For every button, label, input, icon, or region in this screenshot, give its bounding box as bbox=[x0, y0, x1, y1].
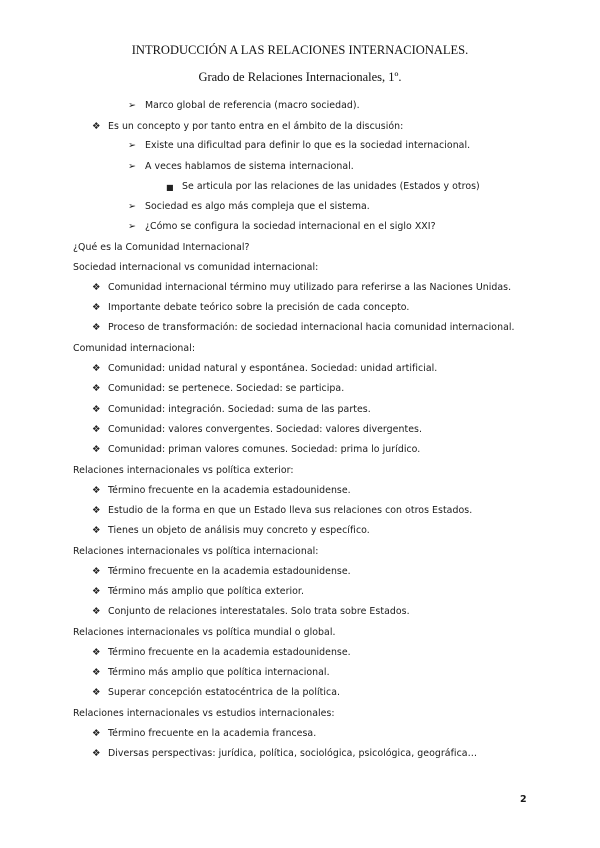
list-item: Comunidad: priman valores comunes. Sociedad: prima lo jurídico. bbox=[108, 444, 421, 455]
arrow-bullet-icon: ➢ bbox=[128, 221, 136, 232]
diamond-bullet-icon: ❖ bbox=[92, 404, 101, 415]
list-item: ¿Cómo se configura la sociedad internacional en el siglo XXI? bbox=[145, 221, 436, 232]
list-item: Marco global de referencia (macro sociedad). bbox=[145, 100, 360, 111]
list-item: Término frecuente en la academia francesa. bbox=[108, 728, 317, 739]
list-item: Comunidad: integración. Sociedad: suma de las partes. bbox=[108, 404, 371, 415]
list-item: Término más amplio que política internacional. bbox=[108, 667, 330, 678]
diamond-bullet-icon: ❖ bbox=[92, 444, 101, 455]
diamond-bullet-icon: ❖ bbox=[92, 282, 101, 293]
list-item: Comunidad: valores convergentes. Sociedad: valores divergentes. bbox=[108, 424, 422, 435]
diamond-bullet-icon: ❖ bbox=[92, 383, 101, 394]
list-item: Término frecuente en la academia estadounidense. bbox=[108, 566, 351, 577]
document-subtitle: Grado de Relaciones Internacionales, 1º. bbox=[198, 70, 402, 84]
list-item: Importante debate teórico sobre la precisión de cada concepto. bbox=[108, 302, 410, 313]
diamond-bullet-icon: ❖ bbox=[92, 525, 101, 536]
list-item: Diversas perspectivas: jurídica, política, sociológica, psicológica, geográfica… bbox=[108, 748, 478, 759]
section-heading: Relaciones internacionales vs política exterior: bbox=[73, 465, 294, 476]
list-item: Término frecuente en la academia estadounidense. bbox=[108, 647, 351, 658]
section-heading: Relaciones internacionales vs política internacional: bbox=[73, 546, 319, 557]
diamond-bullet-icon: ❖ bbox=[92, 687, 101, 698]
arrow-bullet-icon: ➢ bbox=[128, 140, 136, 151]
square-bullet-icon: ■ bbox=[166, 183, 174, 192]
list-item: Se articula por las relaciones de las unidades (Estados y otros) bbox=[182, 181, 480, 192]
list-item: Tienes un objeto de análisis muy concreto y específico. bbox=[108, 525, 370, 536]
diamond-bullet-icon: ❖ bbox=[92, 566, 101, 577]
list-item: A veces hablamos de sistema internacional. bbox=[145, 161, 354, 172]
list-item: Comunidad internacional término muy utilizado para referirse a las Naciones Unidas. bbox=[108, 282, 512, 293]
arrow-bullet-icon: ➢ bbox=[128, 161, 136, 172]
diamond-bullet-icon: ❖ bbox=[92, 647, 101, 658]
list-item: Es un concepto y por tanto entra en el ámbito de la discusión: bbox=[108, 121, 404, 132]
list-item: Sociedad es algo más compleja que el sistema. bbox=[145, 201, 370, 212]
section-heading: Relaciones internacionales vs política mundial o global. bbox=[73, 627, 336, 638]
list-item: Término más amplio que política exterior. bbox=[108, 586, 304, 597]
list-item: Conjunto de relaciones interestatales. Solo trata sobre Estados. bbox=[108, 606, 410, 617]
list-item: Estudio de la forma en que un Estado lleva sus relaciones con otros Estados. bbox=[108, 505, 473, 516]
diamond-bullet-icon: ❖ bbox=[92, 121, 101, 132]
diamond-bullet-icon: ❖ bbox=[92, 485, 101, 496]
diamond-bullet-icon: ❖ bbox=[92, 322, 101, 333]
diamond-bullet-icon: ❖ bbox=[92, 505, 101, 516]
document-title: INTRODUCCIÓN A LAS RELACIONES INTERNACIONALES. bbox=[131, 43, 469, 57]
list-item: Término frecuente en la academia estadounidense. bbox=[108, 485, 351, 496]
page-number: 2 bbox=[520, 794, 527, 805]
diamond-bullet-icon: ❖ bbox=[92, 424, 101, 435]
section-heading: Sociedad internacional vs comunidad internacional: bbox=[73, 262, 319, 273]
diamond-bullet-icon: ❖ bbox=[92, 606, 101, 617]
section-heading: Relaciones internacionales vs estudios internacionales: bbox=[73, 708, 335, 719]
section-heading: Comunidad internacional: bbox=[73, 343, 196, 354]
list-item: Existe una dificultad para definir lo que es la sociedad internacional. bbox=[145, 140, 471, 151]
diamond-bullet-icon: ❖ bbox=[92, 363, 101, 374]
diamond-bullet-icon: ❖ bbox=[92, 748, 101, 759]
section-heading: ¿Qué es la Comunidad Internacional? bbox=[73, 242, 250, 253]
diamond-bullet-icon: ❖ bbox=[92, 586, 101, 597]
list-item: Comunidad: unidad natural y espontánea. Sociedad: unidad artificial. bbox=[108, 363, 438, 374]
list-item: Superar concepción estatocéntrica de la política. bbox=[108, 687, 341, 698]
arrow-bullet-icon: ➢ bbox=[128, 100, 136, 111]
arrow-bullet-icon: ➢ bbox=[128, 201, 136, 212]
diamond-bullet-icon: ❖ bbox=[92, 667, 101, 678]
list-item: Proceso de transformación: de sociedad internacional hacia comunidad internacional. bbox=[108, 322, 515, 333]
list-item: Comunidad: se pertenece. Sociedad: se participa. bbox=[108, 383, 345, 394]
diamond-bullet-icon: ❖ bbox=[92, 728, 101, 739]
diamond-bullet-icon: ❖ bbox=[92, 302, 101, 313]
